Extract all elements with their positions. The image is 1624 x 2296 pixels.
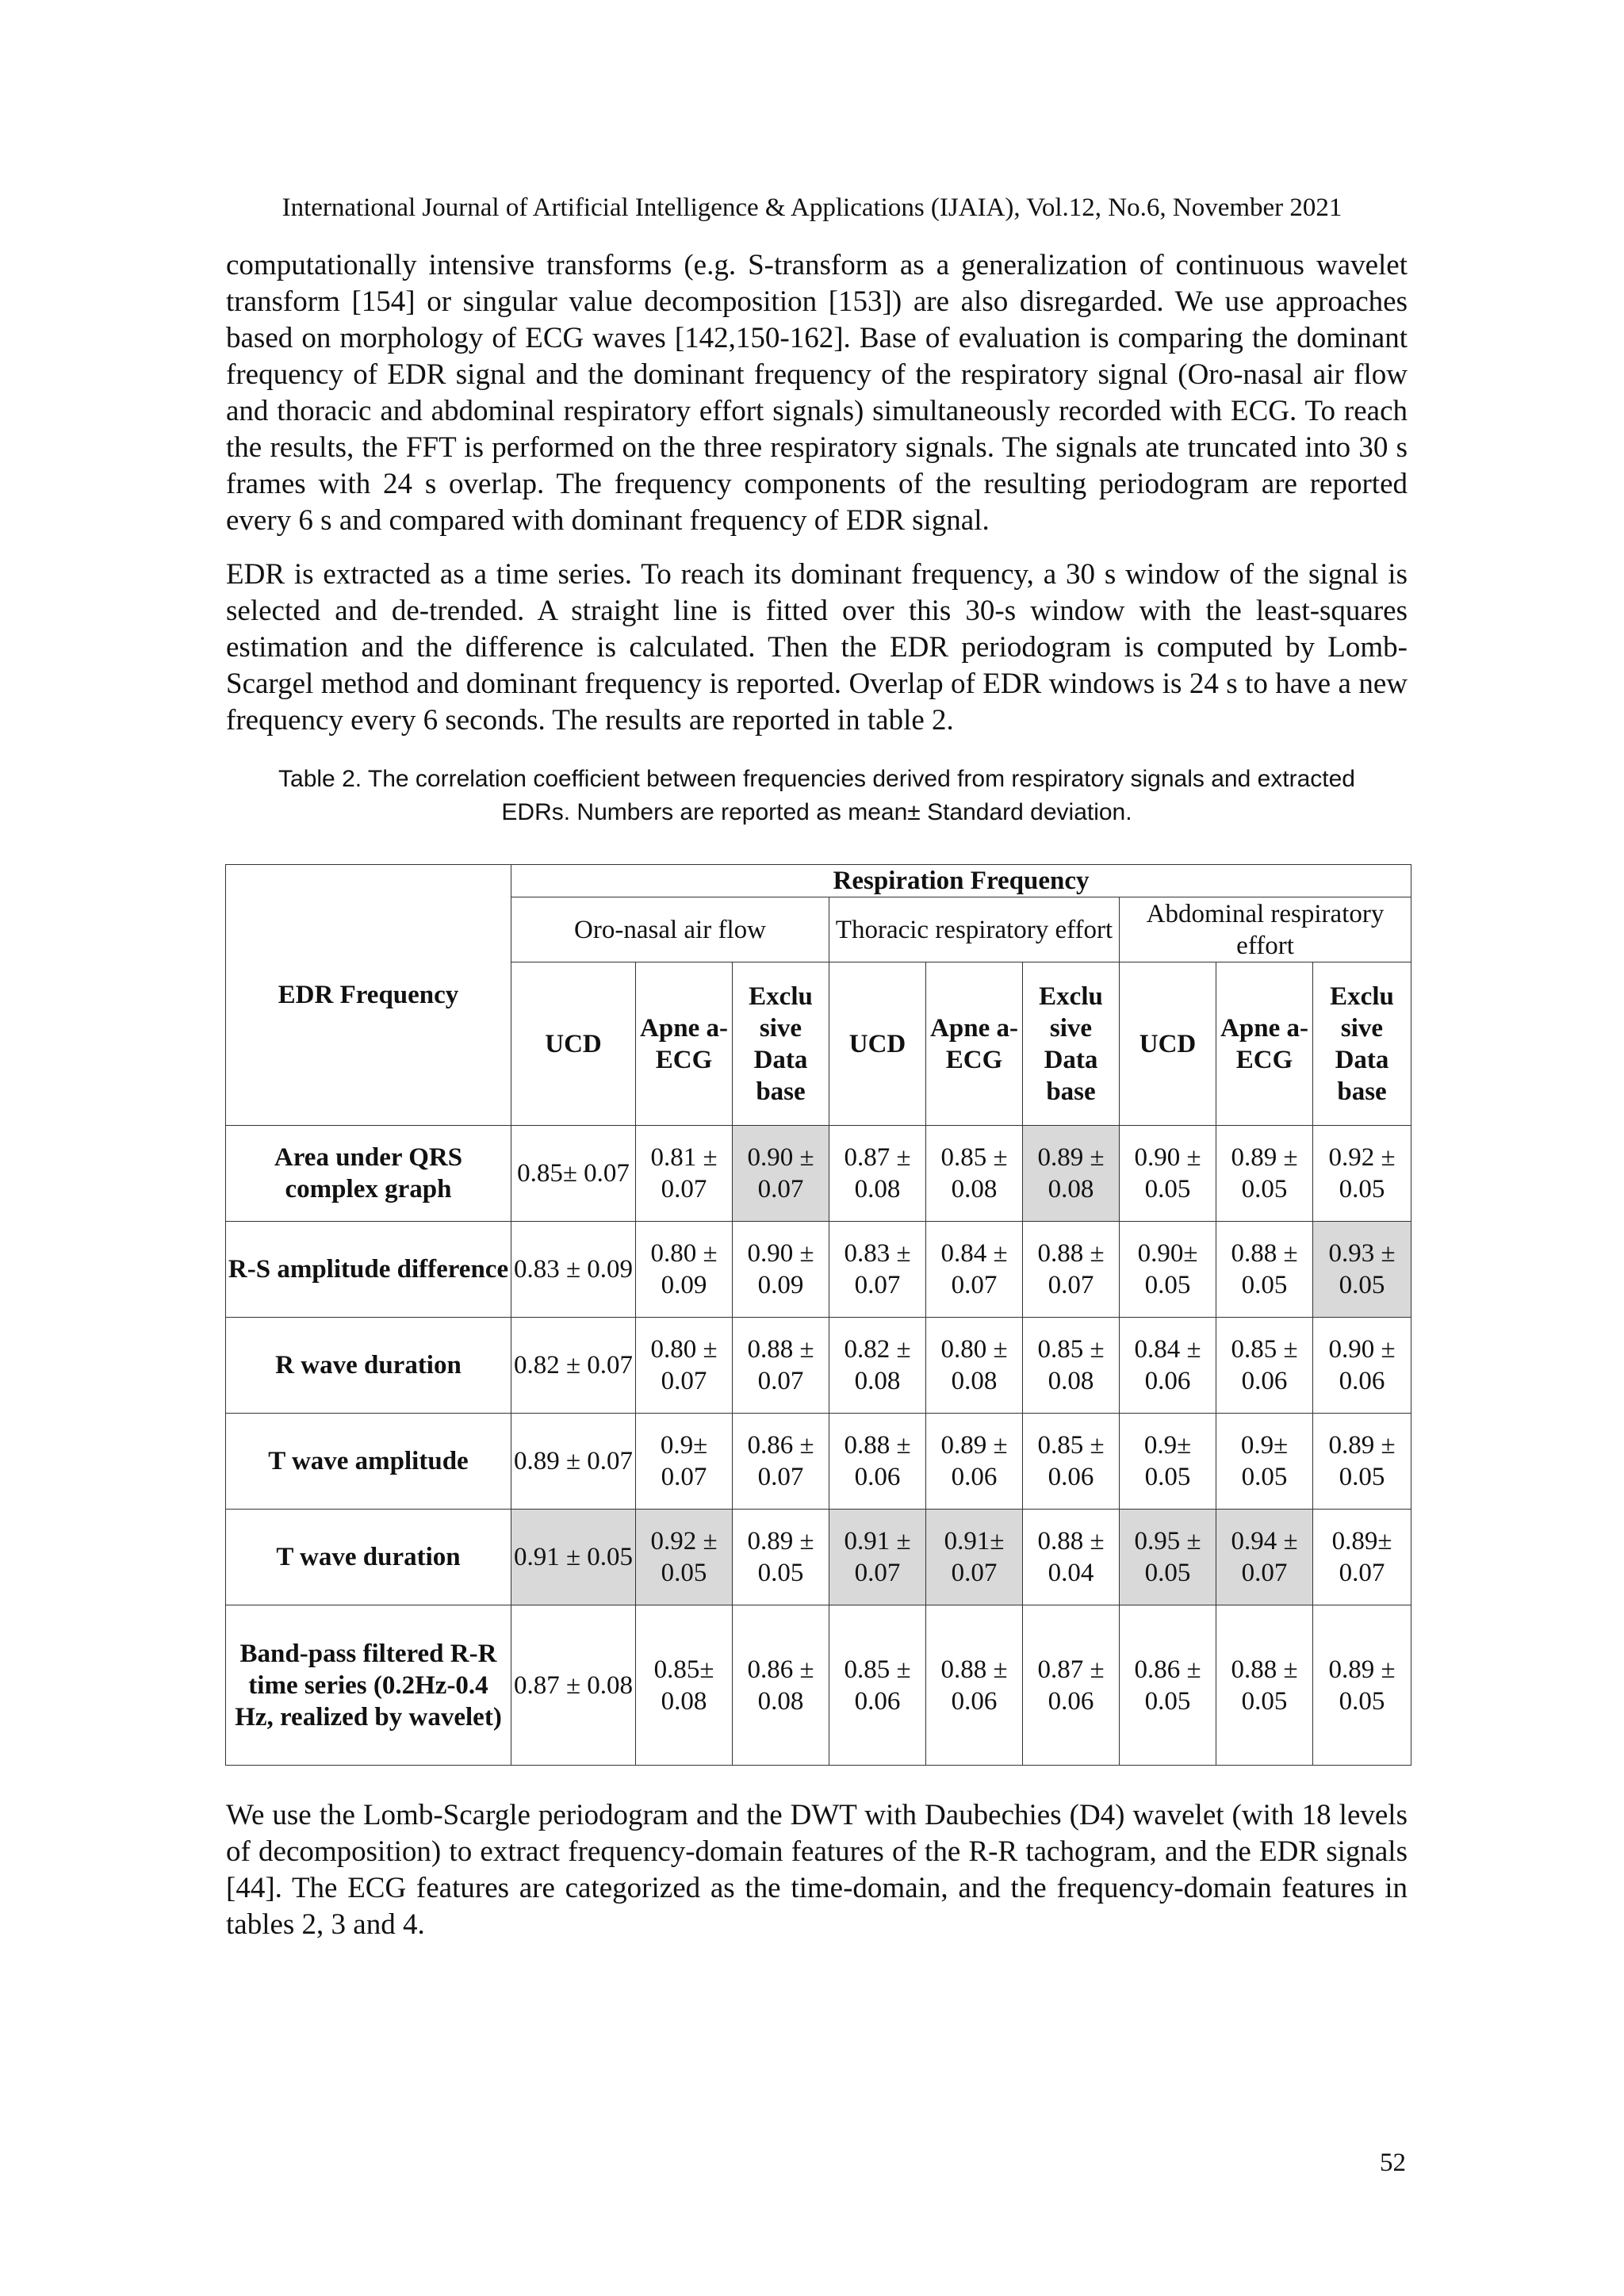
value-cell: 0.80 ± 0.08 (926, 1318, 1023, 1414)
value-cell: 0.88 ± 0.07 (733, 1318, 829, 1414)
value-cell: 0.90 ± 0.05 (1120, 1126, 1216, 1222)
value-cell: 0.90± 0.05 (1120, 1222, 1216, 1318)
row-label: Band-pass filtered R-R time series (0.2Hz-0.4 Hz, realized by wavelet) (226, 1605, 511, 1766)
table-row (226, 1414, 1411, 1510)
value-cell: 0.89 ± 0.05 (1313, 1414, 1411, 1510)
value-cell-highlighted: 0.89 ± 0.08 (1023, 1126, 1120, 1222)
value-cell: 0.92 ± 0.05 (1313, 1126, 1411, 1222)
value-cell: 0.88 ± 0.05 (1216, 1605, 1313, 1766)
table-row (226, 1126, 1411, 1222)
correlation-table (225, 864, 1411, 1766)
row-label: T wave amplitude (226, 1414, 511, 1510)
value-cell: 0.88 ± 0.05 (1216, 1222, 1313, 1318)
value-cell: 0.89 ± 0.06 (926, 1414, 1023, 1510)
journal-header: International Journal of Artificial Intelligence & Applications (IJAIA), Vol.12, No.6, November 2021 (282, 193, 1342, 222)
value-cell: 0.85 ± 0.08 (1023, 1318, 1120, 1414)
value-cell-highlighted: 0.91± 0.07 (926, 1510, 1023, 1605)
column-header: Apne a- ECG (1216, 962, 1313, 1126)
value-cell-highlighted: 0.94 ± 0.07 (1216, 1510, 1313, 1605)
value-cell-highlighted: 0.95 ± 0.05 (1120, 1510, 1216, 1605)
column-header: Exclu sive Data base (733, 962, 829, 1126)
value-cell: 0.86 ± 0.07 (733, 1414, 829, 1510)
value-cell: 0.88 ± 0.07 (1023, 1222, 1120, 1318)
row-label: R wave duration (226, 1318, 511, 1414)
paragraph-3: We use the Lomb-Scargle periodogram and the DWT with Daubechies (D4) wavelet (with 18 levels of decomposition) to extract frequency-domain features of the R-R tachogram, and the EDR signals [44]. The ECG features are categorized as the time-domain, and the frequency-domain features in tables 2, 3 and 4. (226, 1799, 1408, 1941)
table-caption (238, 763, 1396, 829)
column-header: Apne a- ECG (636, 962, 733, 1126)
value-cell: 0.87 ± 0.06 (1023, 1605, 1120, 1766)
value-cell: 0.80 ± 0.07 (636, 1318, 733, 1414)
corner-header: EDR Frequency (226, 865, 511, 1126)
column-header: UCD (511, 962, 636, 1126)
row-label: T wave duration (226, 1510, 511, 1605)
value-cell: 0.9± 0.07 (636, 1414, 733, 1510)
column-header: UCD (829, 962, 926, 1126)
value-cell: 0.83 ± 0.07 (829, 1222, 926, 1318)
value-cell: 0.89 ± 0.07 (511, 1414, 636, 1510)
value-cell: 0.88 ± 0.06 (926, 1605, 1023, 1766)
value-cell-highlighted: 0.92 ± 0.05 (636, 1510, 733, 1605)
value-cell: 0.85 ± 0.06 (829, 1605, 926, 1766)
value-cell: 0.83 ± 0.09 (511, 1222, 636, 1318)
paragraph-2: EDR is extracted as a time series. To reach its dominant frequency, a 30 s window of the signal is selected and de-trended. A straight line is fitted over this 30-s window with the least-squares estimation and the difference is calculated. Then the EDR periodogram is computed by Lomb-Scargel method and dominant frequency is reported. Overlap of EDR windows is 24 s to have a new frequency every 6 seconds. The results are reported in table 2. (226, 558, 1408, 737)
value-cell: 0.85± 0.07 (511, 1126, 636, 1222)
group-header-thoracic: Thoracic respiratory effort (829, 897, 1120, 962)
value-cell: 0.85 ± 0.06 (1023, 1414, 1120, 1510)
column-header: Apne a- ECG (926, 962, 1023, 1126)
value-cell: 0.82 ± 0.08 (829, 1318, 926, 1414)
value-cell: 0.86 ± 0.05 (1120, 1605, 1216, 1766)
value-cell: 0.89 ± 0.05 (733, 1510, 829, 1605)
value-cell: 0.9± 0.05 (1216, 1414, 1313, 1510)
value-cell-highlighted: 0.91 ± 0.05 (511, 1510, 636, 1605)
value-cell-highlighted: 0.93 ± 0.05 (1313, 1222, 1411, 1318)
value-cell: 0.88 ± 0.06 (829, 1414, 926, 1510)
value-cell: 0.9± 0.05 (1120, 1414, 1216, 1510)
value-cell: 0.89 ± 0.05 (1216, 1126, 1313, 1222)
value-cell: 0.84 ± 0.07 (926, 1222, 1023, 1318)
column-header: Exclu sive Data base (1023, 962, 1120, 1126)
value-cell: 0.87 ± 0.08 (829, 1126, 926, 1222)
value-cell: 0.90 ± 0.09 (733, 1222, 829, 1318)
value-cell: 0.90 ± 0.06 (1313, 1318, 1411, 1414)
super-header: Respiration Frequency (511, 865, 1411, 897)
table-row (226, 1510, 1411, 1605)
row-label: Area under QRS complex graph (226, 1126, 511, 1222)
value-cell: 0.85± 0.08 (636, 1605, 733, 1766)
value-cell: 0.80 ± 0.09 (636, 1222, 733, 1318)
table-row (226, 1222, 1411, 1318)
value-cell: 0.81 ± 0.07 (636, 1126, 733, 1222)
value-cell: 0.89 ± 0.05 (1313, 1605, 1411, 1766)
group-header-abdominal: Abdominal respiratory effort (1120, 897, 1411, 962)
value-cell: 0.85 ± 0.06 (1216, 1318, 1313, 1414)
row-label: R-S amplitude difference (226, 1222, 511, 1318)
value-cell: 0.87 ± 0.08 (511, 1605, 636, 1766)
table-row (226, 1605, 1411, 1766)
value-cell: 0.88 ± 0.04 (1023, 1510, 1120, 1605)
paragraph-1: computationally intensive transforms (e.g. S-transform as a generalization of continuous wavelet transform [154] or singular value decomposition [153]) are also disregarded. We use approaches based on morphology of ECG waves [142,150-162]. Base of evaluation is comparing the dominant frequency of EDR signal and the dominant frequency of the respiratory signal (Oro-nasal air flow and thoracic and abdominal respiratory effort signals) simultaneously recorded with ECG. To reach the results, the FFT is performed on the three respiratory signals. The signals ate truncated into 30 s frames with 24 s overlap. The frequency components of the resulting periodogram are reported every 6 s and compared with dominant frequency of EDR signal. (226, 249, 1408, 537)
value-cell: 0.89± 0.07 (1313, 1510, 1411, 1605)
value-cell: 0.82 ± 0.07 (511, 1318, 636, 1414)
value-cell: 0.85 ± 0.08 (926, 1126, 1023, 1222)
value-cell-highlighted: 0.90 ± 0.07 (733, 1126, 829, 1222)
column-header: Exclu sive Data base (1313, 962, 1411, 1126)
column-header: UCD (1120, 962, 1216, 1126)
caption-line-1: Table 2. The correlation coefficient between frequencies derived from respiratory signals and extracted (278, 766, 1355, 792)
value-cell-highlighted: 0.91 ± 0.07 (829, 1510, 926, 1605)
caption-line-2: EDRs. Numbers are reported as mean± Standard deviation. (501, 799, 1132, 825)
table-row (226, 1318, 1411, 1414)
page-number: 52 (1380, 2149, 1406, 2177)
value-cell: 0.86 ± 0.08 (733, 1605, 829, 1766)
value-cell: 0.84 ± 0.06 (1120, 1318, 1216, 1414)
group-header-oronasal: Oro-nasal air flow (511, 897, 829, 962)
